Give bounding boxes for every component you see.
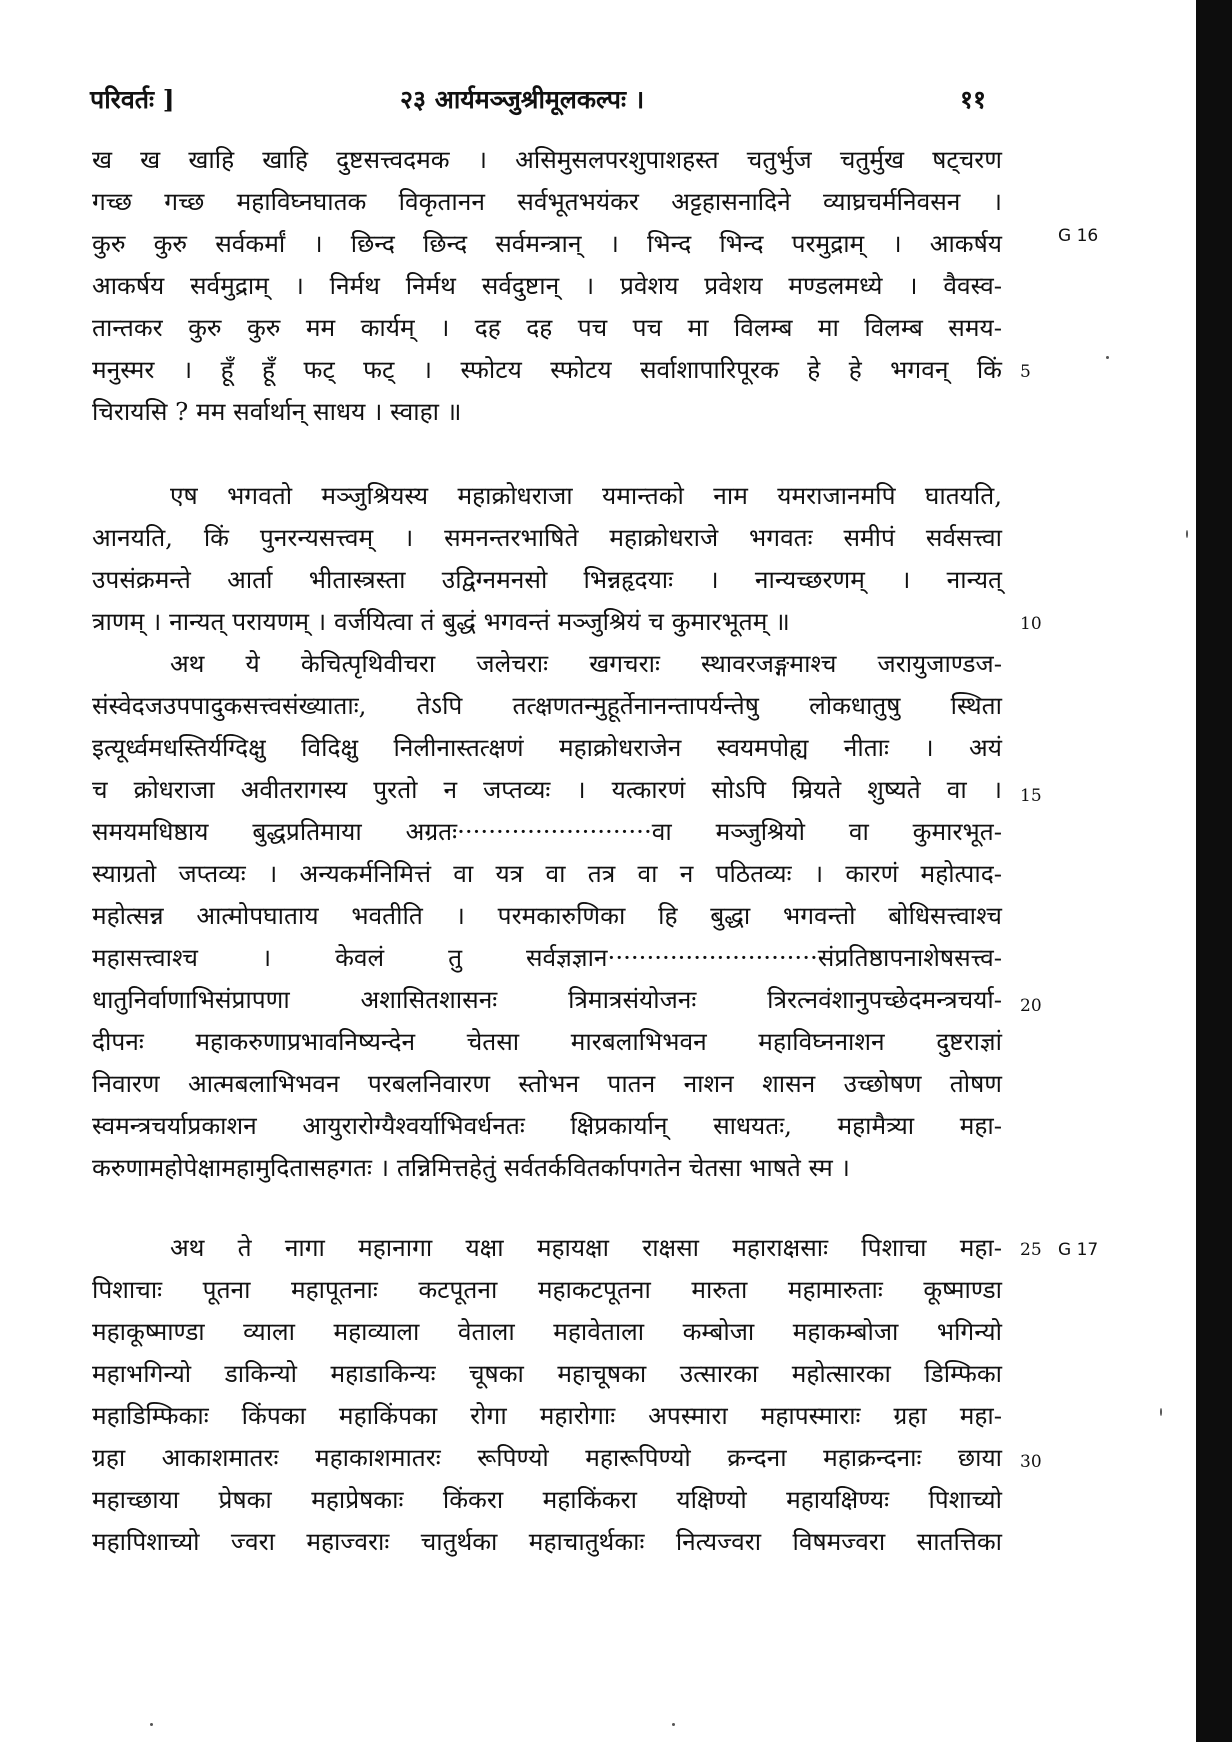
text-line: धातुनिर्वाणाभिसंप्रापणा अशासितशासनः त्रिमात्रसंयोजनः त्रिरत्नवंशानुपच्छेदमन्त्रचर्या- xyxy=(92,985,1002,1014)
line-number: 5 xyxy=(1020,362,1031,382)
text-line: महाभगिन्यो डाकिन्यो महाडाकिन्यः चूषका महाचूषका उत्सारका महोत्सारका डिम्फिका xyxy=(92,1359,1002,1388)
line-number: 20 xyxy=(1020,996,1042,1016)
text-line: करुणामहोपेक्षामहामुदितासहगतः । तन्निमित्तहेतुं सर्वतर्कवितर्कापगतेन चेतसा भाषते स्म । xyxy=(92,1153,850,1182)
scan-speck xyxy=(150,1723,153,1726)
text-line: महाडिम्फिकाः किंपका महाकिंपका रोगा महारोगाः अपस्मारा महापस्माराः ग्रहा महा- xyxy=(92,1401,1002,1430)
line-number: 25 xyxy=(1020,1240,1042,1260)
text-line: मनुस्मर । हूँ हूँ फट् फट् । स्फोटय स्फोटय सर्वाशापारिपूरक हे हे भगवन् किं xyxy=(92,355,1002,384)
text-line: संस्वेदजउपपादुकसत्त्वसंख्याताः, तेऽपि तत्क्षणतन्मुहूर्तेनानन्तापर्यन्तेषु लोकधातुषु स्थिता xyxy=(92,691,1002,720)
text-line: स्याग्रतो जप्तव्यः । अन्यकर्मनिमित्तं वा यत्र वा तत्र वा न पठितव्यः । कारणं महोत्पाद- xyxy=(92,859,1002,888)
text-line: कुरु कुरु सर्वकर्मां । छिन्द छिन्द सर्वमन्त्रान् । भिन्द भिन्द परमुद्राम् । आकर्षय xyxy=(92,229,1002,258)
text-line: एष भगवतो मञ्जुश्रियस्य महाक्रोधराजा यमान्तको नाम यमराजानमपि घातयति, xyxy=(170,481,1002,510)
text-line: महापिशाच्यो ज्वरा महाज्वराः चातुर्थका महाचातुर्थकाः नित्यज्वरा विषमज्वरा सातत्तिका xyxy=(92,1527,1002,1556)
text-line: आकर्षय सर्वमुद्राम् । निर्मथ निर्मथ सर्वदुष्टान् । प्रवेशय प्रवेशय मण्डलमध्ये । वैवस्व- xyxy=(92,271,1002,300)
text-line: गच्छ गच्छ महाविघ्नघातक विकृतानन सर्वभूतभयंकर अट्टहासनादिने व्याघ्रचर्मनिवसन । xyxy=(92,187,1002,216)
text-line: स्वमन्त्रचर्याप्रकाशन आयुरारोग्यैश्वर्याभिवर्धनतः क्षिप्रकार्यान् साधयतः, महामैत्र्या महा- xyxy=(92,1111,1002,1140)
text-line: च क्रोधराजा अवीतरागस्य पुरतो न जप्तव्यः । यत्कारणं सोऽपि म्रियते शुष्यते वा । xyxy=(92,775,1002,804)
text-line: इत्यूर्ध्वमधस्तिर्यग्दिक्षु विदिक्षु निलीनास्तत्क्षणं महाक्रोधराजेन स्वयमपोह्य नीताः । अयं xyxy=(92,733,1002,762)
page-number: ११ xyxy=(960,85,987,114)
text-line: त्राणम् । नान्यत् परायणम् । वर्जयित्वा तं बुद्धं भगवन्तं मञ्जुश्रियं च कुमारभूतम् ॥ xyxy=(92,607,790,636)
text-line: अथ ते नागा महानागा यक्षा महायक्षा राक्षसा महाराक्षसाः पिशाचा महा- xyxy=(170,1233,1002,1262)
text-line: निवारण आत्मबलाभिभवन परबलनिवारण स्तोभन पातन नाशन शासन उच्छोषण तोषण xyxy=(92,1069,1002,1098)
text-line: तान्तकर कुरु कुरु मम कार्यम् । दह दह पच पच मा विलम्ब मा विलम्ब समय- xyxy=(92,313,1002,342)
scan-speck xyxy=(1106,356,1109,359)
text-line: आनयति, किं पुनरन्यसत्त्वम् । समनन्तरभाषिते महाक्रोधराजे भगवतः समीपं सर्वसत्त्वा xyxy=(92,523,1002,552)
header-title: २३ आर्यमञ्जुश्रीमूलकल्पः । xyxy=(400,85,645,114)
margin-reference: G 16 xyxy=(1058,226,1099,246)
text-line: महासत्त्वाश्च । केवलं तु सर्वज्ञज्ञान···························संप्रतिष्ठापनाशेषसत्त्व- xyxy=(92,943,1002,972)
running-header xyxy=(90,82,1010,118)
line-number: 30 xyxy=(1020,1452,1042,1472)
scan-speck xyxy=(1160,1408,1162,1416)
text-line: ग्रहा आकाशमातरः महाकाशमातरः रूपिण्यो महारूपिण्यो क्रन्दना महाक्रन्दनाः छाया xyxy=(92,1443,1002,1472)
binding-edge xyxy=(1196,0,1232,1742)
header-chapter: परिवर्तः ] xyxy=(90,85,175,114)
line-number: 10 xyxy=(1020,614,1042,634)
margin-reference: G 17 xyxy=(1058,1240,1099,1260)
text-line: दीपनः महाकरुणाप्रभावनिष्यन्देन चेतसा मारबलाभिभवन महाविघ्ननाशन दुष्टराज्ञां xyxy=(92,1027,1002,1056)
scan-speck xyxy=(1186,530,1188,538)
text-line: चिरायसि ? मम सर्वार्थान् साधय । स्वाहा ॥ xyxy=(92,397,462,426)
scan-speck xyxy=(672,1723,675,1726)
text-line: महोत्सन्न आत्मोपघाताय भवतीति । परमकारुणिका हि बुद्धा भगवन्तो बोधिसत्त्वाश्च xyxy=(92,901,1002,930)
text-line: महाकूष्माण्डा व्याला महाव्याला वेताला महावेताला कम्बोजा महाकम्बोजा भगिन्यो xyxy=(92,1317,1002,1346)
text-line: अथ ये केचित्पृथिवीचरा जलेचराः खगचराः स्थावरजङ्गमाश्च जरायुजाण्डज- xyxy=(170,649,1002,678)
line-number: 15 xyxy=(1020,786,1042,806)
text-line: महाच्छाया प्रेषका महाप्रेषकाः किंकरा महाकिंकरा यक्षिण्यो महायक्षिण्यः पिशाच्यो xyxy=(92,1485,1002,1514)
text-line: उपसंक्रमन्ते आर्ता भीतास्त्रस्ता उद्विग्नमनसो भिन्नहृदयाः । नान्यच्छरणम् । नान्यत् xyxy=(92,565,1002,594)
text-line: पिशाचाः पूतना महापूतनाः कटपूतना महाकटपूतना मारुता महामारुताः कूष्माण्डा xyxy=(92,1275,1002,1304)
text-line: समयमधिष्ठाय बुद्धप्रतिमाया अग्रतः·························वा मञ्जुश्रियो वा कुमारभूत- xyxy=(92,817,1002,846)
text-line: ख ख खाहि खाहि दुष्टसत्त्वदमक । असिमुसलपरशुपाशहस्त चतुर्भुज चतुर्मुख षट्चरण xyxy=(92,145,1002,174)
